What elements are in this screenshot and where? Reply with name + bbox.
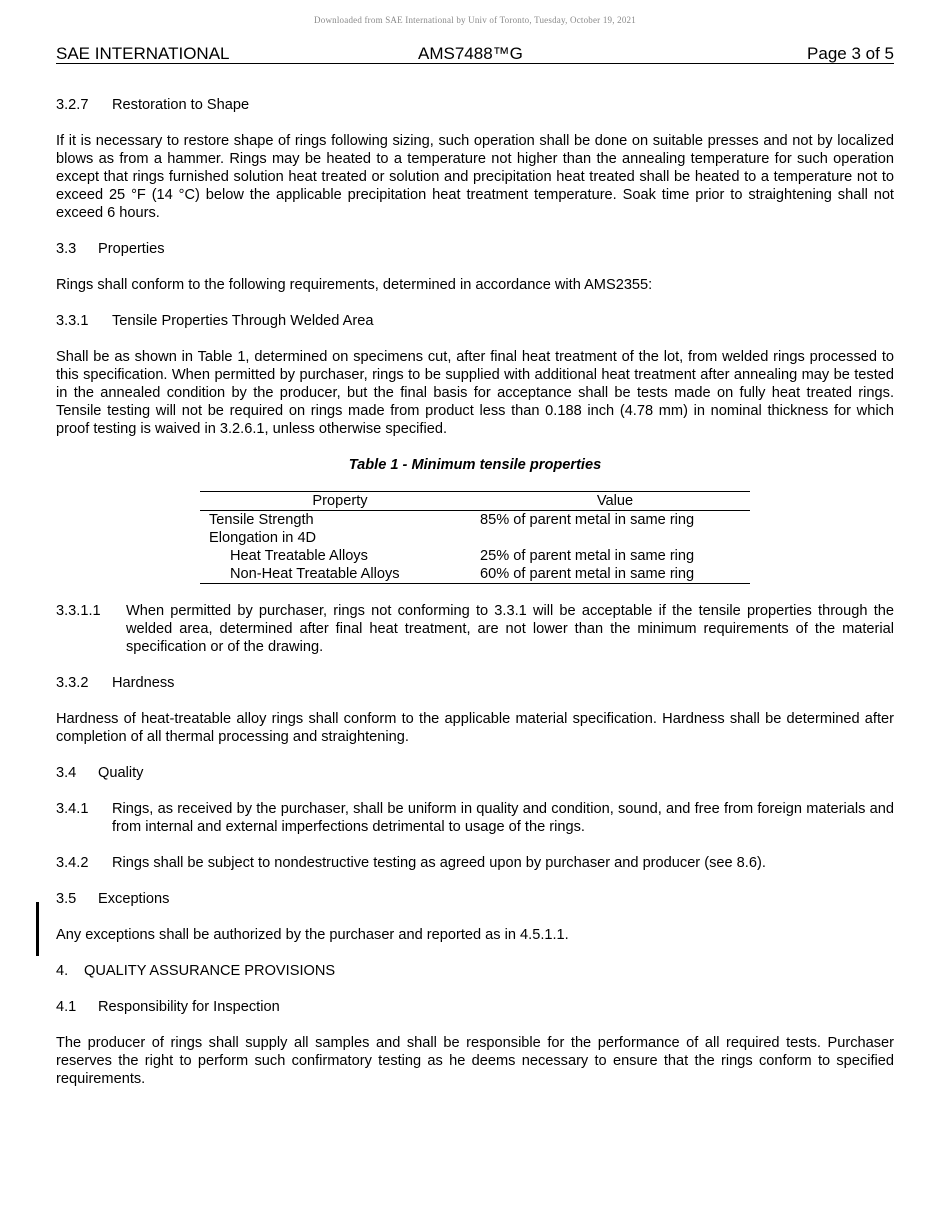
table-1-caption: Table 1 - Minimum tensile properties xyxy=(348,457,602,473)
section-body: Rings, as received by the purchaser, shall be uniform in quality and condition, sound, and free from foreign materials and from internal and external imperfections detrimental to usage of the rings. xyxy=(112,801,894,835)
section-title: Exceptions xyxy=(98,891,170,907)
section-title: QUALITY ASSURANCE PROVISIONS xyxy=(84,963,336,979)
section-3-3-1-1 xyxy=(56,602,894,656)
value-cell: 60% of parent metal in same ring xyxy=(480,566,695,582)
section-number: 4.1 xyxy=(56,999,77,1015)
section-number: 3.3.2 xyxy=(56,675,89,691)
section-3-5-heading xyxy=(56,890,894,908)
property-cell: Non-Heat Treatable Alloys xyxy=(230,566,400,582)
section-3-4-2 xyxy=(56,854,894,872)
section-title: Tensile Properties Through Welded Area xyxy=(112,313,374,329)
table-row xyxy=(200,529,750,547)
revision-change-bar xyxy=(36,902,39,956)
section-3-4-heading xyxy=(56,764,894,782)
section-body: Rings shall be subject to nondestructive testing as agreed upon by purchaser and producer (see 8.6). xyxy=(112,855,766,871)
document-body xyxy=(56,96,894,1106)
column-header-property: Property xyxy=(312,493,368,509)
page-header xyxy=(56,44,894,64)
section-number: 3.5 xyxy=(56,891,77,907)
section-body: When permitted by purchaser, rings not conforming to 3.3.1 will be acceptable if the tensile properties through the welded area, determined after final heat treatment, are not lower than the minimum requirements of the material specification or of the drawing. xyxy=(126,603,894,655)
section-3-3-1-heading xyxy=(56,312,894,330)
value-cell: 85% of parent metal in same ring xyxy=(480,512,695,528)
table-row xyxy=(200,565,750,584)
download-watermark: Downloaded from SAE International by Univ of Toronto, Tuesday, October 19, 2021 xyxy=(314,15,636,25)
section-number: 3.3.1.1 xyxy=(56,603,101,619)
section-number: 3.4 xyxy=(56,765,77,781)
section-3-3-1-body: Shall be as shown in Table 1, determined on specimens cut, after final heat treatment of the lot, from welded rings processed to this specification. When permitted by purchaser, rings to be supplied with additional heat treatment after annealing may be tested in the annealed condition by the producer, but the final basis for acceptance shall be tests made on fully heat treated rings. Tensile testing will not be required on rings made from product less than 0.188 inch (4.78 mm) in nominal thickness for which proof testing is waived in 3.2.6.1, unless otherwise specified. xyxy=(56,349,894,437)
section-3-3-2-heading xyxy=(56,674,894,692)
section-3-5-body: Any exceptions shall be authorized by the purchaser and reported as in 4.5.1.1. xyxy=(56,927,569,943)
property-cell: Tensile Strength xyxy=(209,512,314,528)
property-cell: Elongation in 4D xyxy=(209,530,317,546)
section-3-4-1 xyxy=(56,800,894,836)
section-number: 3.4.2 xyxy=(56,855,89,871)
value-cell: 25% of parent metal in same ring xyxy=(480,548,695,564)
section-number: 3.3.1 xyxy=(56,313,89,329)
section-number: 3.2.7 xyxy=(56,97,89,113)
table-row xyxy=(200,511,750,530)
section-title: Restoration to Shape xyxy=(112,97,250,113)
value-cell xyxy=(480,529,750,547)
header-org: SAE INTERNATIONAL xyxy=(56,44,230,63)
section-4-1-heading xyxy=(56,998,894,1016)
section-3-3-heading xyxy=(56,240,894,258)
table-1-minimum-tensile-properties xyxy=(200,491,750,584)
section-3-2-7-heading xyxy=(56,96,894,114)
section-number: 3.3 xyxy=(56,241,77,257)
column-header-value: Value xyxy=(596,493,634,509)
table-row xyxy=(200,547,750,565)
section-title: Properties xyxy=(98,241,165,257)
section-4-heading xyxy=(56,962,894,980)
header-page-number: Page 3 of 5 xyxy=(807,44,894,63)
section-title: Hardness xyxy=(112,675,175,691)
section-4-1-body: The producer of rings shall supply all samples and shall be responsible for the performance of all required tests. Purchaser reserves the right to perform such confirmatory testing as he deems necessary to ensure that the rings conform to specified requirements. xyxy=(56,1035,894,1087)
section-3-3-body: Rings shall conform to the following requirements, determined in accordance with AMS2355: xyxy=(56,277,653,293)
property-cell: Heat Treatable Alloys xyxy=(230,548,368,564)
section-title: Quality xyxy=(98,765,144,781)
table-header-row xyxy=(200,492,750,511)
section-number: 3.4.1 xyxy=(56,801,89,817)
header-doc-id: AMS7488™G xyxy=(418,44,523,63)
section-number: 4. xyxy=(56,963,69,979)
section-3-2-7-body: If it is necessary to restore shape of rings following sizing, such operation shall be done on suitable presses and not by localized blows as from a hammer. Rings may be heated to a temperature not higher than the annealing temperature for such operation except that rings furnished solution heat treated or solution and precipitation heat treated shall be heated to a temperature not to exceed 25 °F (14 °C) below the applicable precipitation heat treatment temperature. Soak time prior to straightening shall not exceed 6 hours. xyxy=(56,133,894,221)
section-title: Responsibility for Inspection xyxy=(98,999,280,1015)
section-3-3-2-body: Hardness of heat-treatable alloy rings shall conform to the applicable material specification. Hardness shall be determined after completion of all thermal processing and straightening. xyxy=(56,711,894,745)
